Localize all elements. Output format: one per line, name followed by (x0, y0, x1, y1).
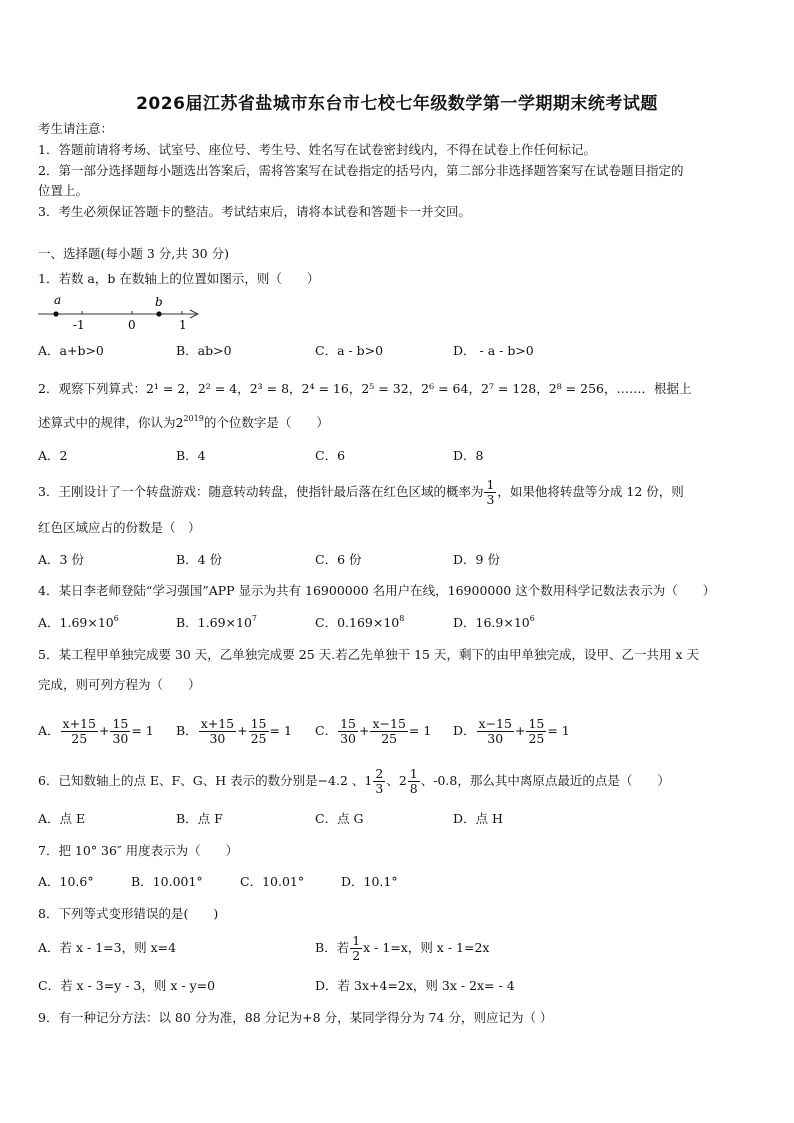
q3-option-b: B．4 份 (176, 552, 223, 567)
question-4-stem: 4．某日李老师登陆“学习强国”APP 显示为共有 16900000 名用户在线，16900000 这个数用科学记数法表示为（ ） (38, 583, 716, 598)
q2-option-b: B．4 (176, 448, 206, 463)
question-8-stem: 8．下列等式变形错误的是( ) (38, 906, 219, 921)
question-5-line-1: 5．某工程甲单独完成要 30 天，乙单独完成要 25 天.若乙先单独干 15 天，剩下的由甲单独完成，设甲、乙一共用 x 天 (38, 647, 699, 662)
notice-heading: 考生请注意： (38, 121, 114, 136)
q3-option-d: D．9 份 (453, 552, 500, 567)
question-6-stem: 6．已知数轴上的点 E、F、G、H 表示的数分别是−4.2 、1 $\frac{2}{3}$ 、2 $\frac{1}{8}$ 、-0.8，那么其中离原点最近的点是（ ） (38, 766, 670, 796)
q8-option-d: D．若 3x+4=2x，则 3x - 2x= - 4 (315, 978, 515, 993)
q2-option-c: C．6 (315, 448, 346, 463)
question-9-stem: 9．有一种记分方法：以 80 分为准，88 分记为+8 分，某同学得分为 74 分，则应记为（ ） (38, 1010, 553, 1025)
section-heading: 一、选择题(每小题 3 分,共 30 分) (38, 246, 229, 261)
q6-option-d: D．点 H (453, 811, 503, 826)
question-2-line-1: 2．观察下列算式：2¹ = 2，2² = 4，2³ = 8，2⁴ = 16，2⁵ = 32，2⁶ = 64，2⁷ = 128，2⁸ = 256，……．根据上 (38, 381, 692, 396)
q5-option-a: A． $\frac{x+15}{25}$ + $\frac{15}{30}$ = 1 (38, 716, 154, 746)
q7-option-b: B．10.001° (131, 874, 203, 889)
q4-option-d: D．$16.9\times 10^6$ (453, 614, 535, 630)
q2-option-a: A．2 (38, 448, 68, 463)
question-3-line-2: 红色区域应占的份数是（ ） (38, 520, 201, 535)
question-7-stem: 7．把 10° 36″ 用度表示为（ ） (38, 843, 239, 858)
q6-option-b: B．点 F (176, 811, 223, 826)
q5-option-c: C． $\frac{15}{30}$ + $\frac{x-15}{25}$ = 1 (315, 716, 432, 746)
q4-option-a: A．$1.69\times 10^6$ (38, 614, 119, 630)
q2-option-d: D．8 (453, 448, 484, 463)
question-1-stem: 1．若数 a，b 在数轴上的位置如图示，则（ ） (38, 271, 320, 286)
q8-option-a: A．若 x - 1=3，则 x=4 (38, 940, 177, 955)
question-5-line-2: 完成，则可列方程为（ ） (38, 677, 201, 692)
label-a: a (54, 293, 62, 307)
notice-item-2-cont: 位置上。 (38, 183, 89, 198)
q3-option-c: C．6 份 (315, 552, 362, 567)
q4-option-b: B．$1.69\times 10^7$ (176, 614, 257, 630)
q1-option-b: B．ab>0 (176, 343, 232, 358)
q4-option-c: C．$0.169\times 10^8$ (315, 614, 405, 630)
q1-option-d: D． - a - b>0 (453, 343, 534, 358)
q5-option-b: B． $\frac{x+15}{30}$ + $\frac{15}{25}$ = 1 (176, 716, 292, 746)
page-title: 2026届江苏省盐城市东台市七校七年级数学第一学期期末统考试题 (136, 94, 658, 114)
q7-option-d: D．10.1° (341, 874, 398, 889)
q8-option-b: B．若 $\frac{1}{2}$ x - 1=x，则 x - 1=2x (315, 933, 490, 963)
tick-label-neg1: -1 (73, 318, 85, 332)
q1-option-c: C．a - b>0 (315, 343, 384, 358)
q7-option-c: C．10.01° (240, 874, 305, 889)
q6-option-a: A．点 E (38, 811, 86, 826)
tick-label-0: 0 (128, 318, 136, 332)
point-b (156, 311, 161, 316)
label-b: b (155, 295, 163, 309)
q8-option-c: C．若 x - 3=y - 3，则 x - y=0 (38, 978, 216, 993)
q7-option-a: A．10.6° (38, 874, 94, 889)
q5-option-d: D． $\frac{x-15}{30}$ + $\frac{15}{25}$ = 1 (453, 716, 570, 746)
number-line-figure (36, 292, 206, 332)
notice-item-2: 2．第一部分选择题每小题选出答案后，需将答案写在试卷指定的括号内，第二部分非选择题答案写在试卷题目指定的 (38, 163, 684, 178)
question-3-line-1: 3．王刚设计了一个转盘游戏：随意转动转盘，使指针最后落在红色区域的概率为 $\frac{1}{3}$ ，如果他将转盘等分成 12 份，则 (38, 477, 684, 507)
fraction: $\frac{1}{3}$ (486, 477, 495, 507)
point-a (53, 311, 58, 316)
notice-item-1: 1．答题前请将考场、试室号、座位号、考生号、姓名写在试卷密封线内，不得在试卷上作任何标记。 (38, 142, 596, 157)
q3-option-a: A．3 份 (38, 552, 84, 567)
notice-item-3: 3．考生必须保证答题卡的整洁。考试结束后，请将本试卷和答题卡一并交回。 (38, 204, 471, 219)
tick-label-1: 1 (179, 318, 187, 332)
q6-option-c: C．点 G (315, 811, 364, 826)
q1-option-a: A．a+b>0 (38, 343, 104, 358)
question-2-line-2: 述算式中的规律，你认为$2^{2019}$的个位数字是（ ） (38, 414, 329, 430)
